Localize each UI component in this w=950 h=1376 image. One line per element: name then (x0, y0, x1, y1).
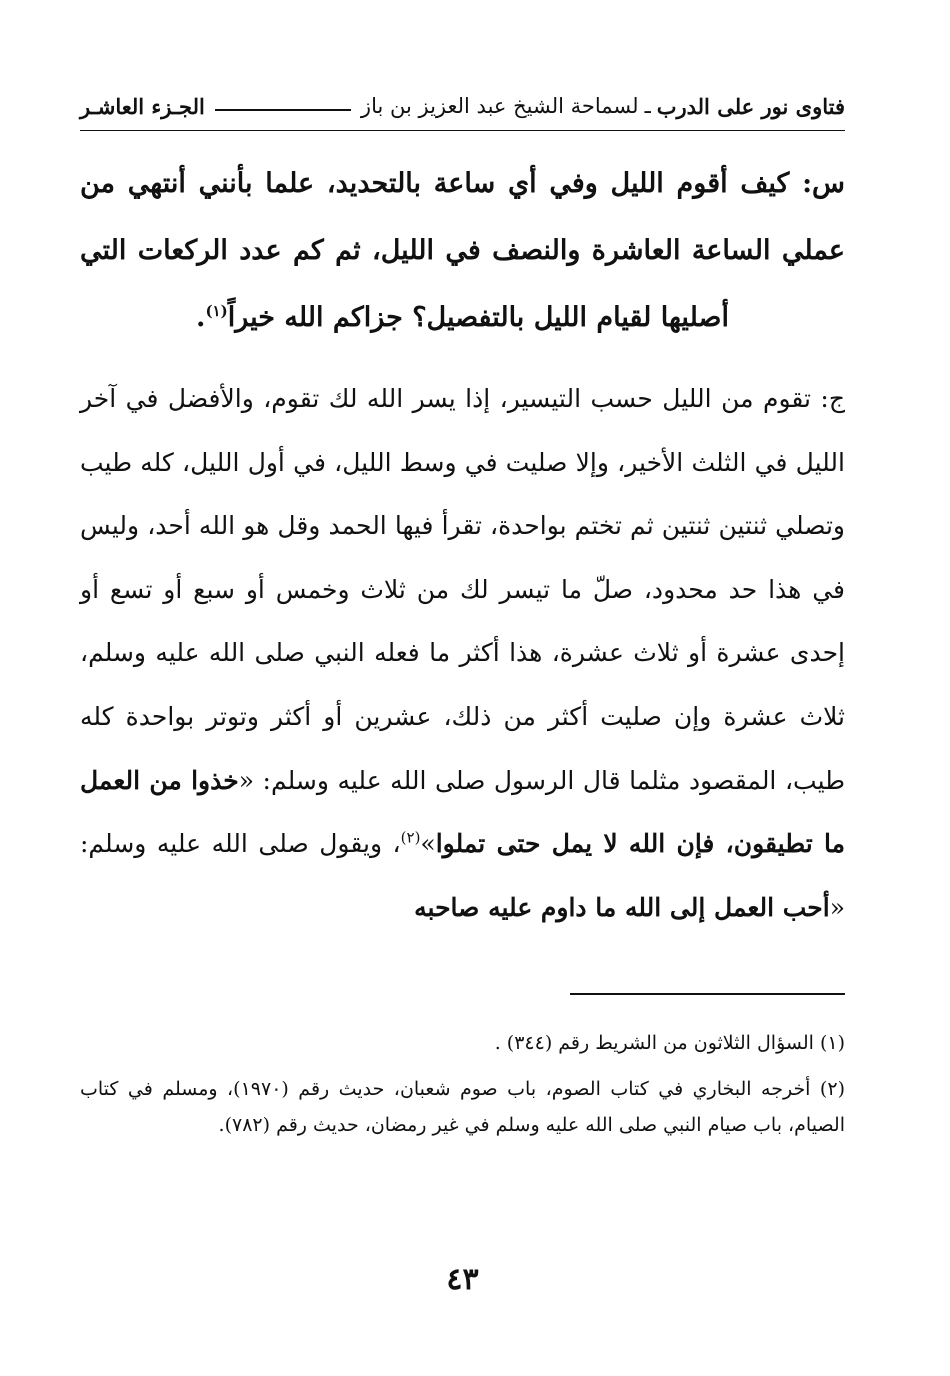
question-text: كيف أقوم الليل وفي أي ساعة بالتحديد، علما بأنني أنتهي من عملي الساعة العاشرة والنصف في الليل، ثم كم عدد الركعات التي أصليها لقيام الليل بالتفصيل؟ جزاكم الله خيراً (80, 168, 845, 333)
header-line (215, 109, 351, 111)
footnote-separator (570, 993, 845, 995)
hadith-quote-2: أحب العمل إلى الله ما داوم عليه صاحبه (414, 892, 830, 922)
author-name: لسماحة الشيخ عبد العزيز بن باز (360, 94, 639, 118)
footnote-1: (١) السؤال الثلاثون من الشريط رقم (٣٤٤) . (494, 1032, 845, 1054)
part-label: الجـزء العاشـر (80, 93, 205, 119)
answer-text-2: ، ويقول صلى الله عليه وسلم: « (80, 829, 845, 922)
footnote-ref-2[interactable]: (٢) (400, 828, 421, 847)
book-title: فتاوى نور على الدرب (656, 93, 845, 119)
answer-text-1: ج: تقوم من الليل حسب التيسير، إذا يسر الله لك تقوم، والأفضل في آخر الليل في الثلث الأخير، وإلا صليت في وسط الليل، في أول الليل، كله طيب وتصلي ثنتين ثنتين ثم تختم بواحدة، تقرأ فيها الحمد وقل هو الله أحد، وليس في هذا حد محدود، صلّ ما تيسر لك من ثلاث وخمس أو سبع أو تسع أو إحدى عشرة أو ثلاث عشرة، هذا أكثر ما فعله النبي صلى الله عليه وسلم، ثلاث عشرة وإن صليت أكثر من ذلك، عشرين أو أكثر وتوتر بواحدة كله طيب، المقصود مثلما قال الرسول صلى الله عليه وسلم: « (80, 384, 846, 795)
question-prefix: س: (789, 168, 846, 199)
header-dash: ـ (644, 94, 651, 118)
question-end: . (196, 302, 206, 333)
hadith-quote-1: خذوا من العمل ما تطيقون، فإن الله لا يمل حتى تملوا (80, 765, 845, 859)
running-header (80, 86, 845, 126)
header-rule (80, 130, 845, 131)
footnotes-section (80, 1025, 845, 1153)
quote-close: » (420, 829, 436, 859)
page-number: ٤٣ (446, 1262, 479, 1297)
footnote-ref-1[interactable]: (١) (205, 302, 228, 320)
answer-paragraph (80, 367, 845, 939)
footnote-2: (٢) أخرجه البخاري في كتاب الصوم، باب صوم شعبان، حديث رقم (١٩٧٠)، ومسلم في كتاب الصيام، باب صيام النبي صلى الله عليه وسلم في غير رمضان، حديث رقم (٧٨٢). (80, 1078, 845, 1136)
question-paragraph (80, 150, 845, 351)
book-page (80, 0, 845, 1376)
